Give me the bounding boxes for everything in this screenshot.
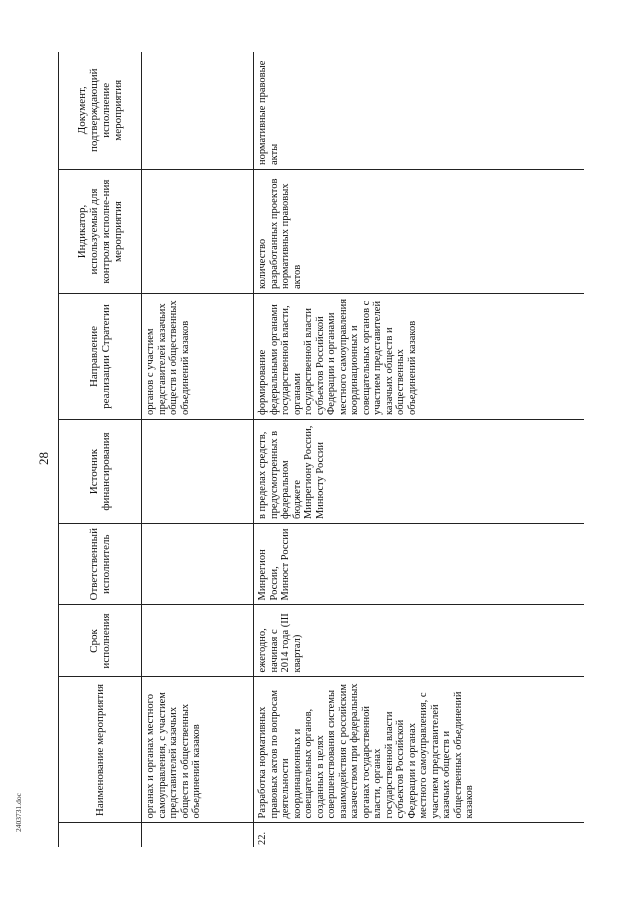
- col-header-strategy-direction: Направление реализации Стратегии: [59, 294, 142, 420]
- col-header-activity-name: Наименование мероприятия: [59, 677, 142, 823]
- file-name-footer: 2403731.doc: [14, 793, 23, 832]
- row-indicator: [142, 170, 254, 294]
- row-funding-source: [142, 420, 254, 524]
- activities-table: [58, 52, 584, 847]
- table-row: [254, 52, 584, 847]
- row-document: [142, 52, 254, 170]
- row-number: 22.: [254, 823, 584, 847]
- table-header-row: [59, 52, 142, 847]
- col-header-term: Срок исполнения: [59, 605, 142, 677]
- col-header-document: Документ, подтверждающий исполнение мероприятия: [59, 52, 142, 170]
- col-header-funding-source: Источник финансирования: [59, 420, 142, 524]
- page-number: 28: [36, 452, 51, 465]
- col-header-responsible: Ответственный исполнитель: [59, 524, 142, 605]
- row-indicator: количество разработанных проектов нормативных правовых актов: [254, 170, 584, 294]
- row-document: нормативные правовые акты: [254, 52, 584, 170]
- col-header-number: [59, 823, 142, 847]
- row-number: [142, 823, 254, 847]
- row-term: ежегодно, начиная с 2014 года (III квартал): [254, 605, 584, 677]
- row-activity-name: органах и органах местного самоуправления, с участием представителей казачьих обществ и общественных объединений казаков: [142, 677, 254, 823]
- row-responsible: [142, 524, 254, 605]
- row-funding-source: в пределах средств, предусмотренных в федеральном бюджете Минрегиону России, Минюсту России: [254, 420, 584, 524]
- row-activity-name: Разработка нормативных правовых актов по вопросам деятельности координационных и совещательных органов, созданных в целях совершенствования системы взаимодействия с российским казачеством при федеральных органах государственной власти, органах государственной власти субъектов Российской Федерации и органах местного самоуправления, с участием представителей казачьих обществ и общественных объединений казаков: [254, 677, 584, 823]
- row-responsible: Минрегион России, Минюст России: [254, 524, 584, 605]
- row-strategy-direction: формирование федеральными органами государственной власти, органами государственной власти субъектов Российской Федерации и органами местного самоуправления координационных и совещательных органов с участием представителей казачьих обществ и общественных объединений казаков: [254, 294, 584, 420]
- col-header-indicator: Индикатор, используемый для контроля исполне-ния мероприятия: [59, 170, 142, 294]
- row-term: [142, 605, 254, 677]
- row-strategy-direction: органов с участием представителей казачьих обществ и общественных объединений казаков: [142, 294, 254, 420]
- table-row: [142, 52, 254, 847]
